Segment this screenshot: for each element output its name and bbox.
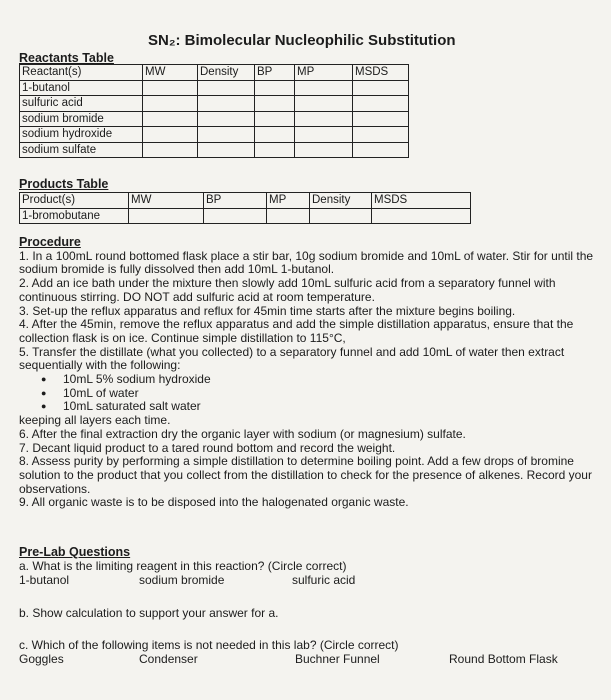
- column-header: MP: [267, 193, 310, 209]
- reactant-cell: 1-butanol: [20, 80, 143, 96]
- table-row: [20, 111, 409, 127]
- column-header: MW: [129, 193, 204, 209]
- table-header-row: [20, 193, 471, 209]
- column-header: MSDS: [372, 193, 471, 209]
- procedure-step: 9. All organic waste is to be disposed into the halogenated organic waste.: [19, 495, 409, 510]
- procedure-step: 4. After the 45min, remove the reflux apparatus and add the simple distillation apparatus, ensure that the collection flask is on ice. Continue simple distillation to 115°C,: [19, 317, 574, 345]
- procedure-step: 3. Set-up the reflux apparatus and reflux for 45min time starts after the mixture begins boiling.: [19, 303, 516, 318]
- procedure-step: 5. Transfer the distillate (what you collected) to a separatory funnel and add 10mL of water then extract sequentially with the following:: [19, 344, 565, 373]
- products-table: [19, 192, 471, 224]
- page-title: SN₂: Bimolecular Nucleophilic Substitution: [148, 32, 456, 49]
- table-row: [20, 127, 409, 143]
- option-goggles: Goggles: [19, 652, 64, 666]
- table-row: [20, 80, 409, 96]
- question-b: b. Show calculation to support your answer for a.: [19, 606, 279, 620]
- procedure-step: 1. In a 100mL round bottomed flask place a stir bar, 10g sodium bromide and 10mL of water. Stir for until the sodium bromide is fully dissolved then add 10mL 1-butanol.: [19, 248, 594, 277]
- column-header: MP: [295, 65, 353, 81]
- procedure-step: 2. Add an ice bath under the mixture then slowly add 10mL sulfuric acid from a separatory funnel with continuous stirring. DO NOT add sulfuric acid at room temperature.: [19, 276, 556, 304]
- list-item: ● 10mL 5% sodium hydroxide: [41, 373, 599, 387]
- reactants-table: [19, 64, 409, 158]
- reactant-cell: sodium hydroxide: [20, 127, 143, 143]
- reactant-cell: sulfuric acid: [20, 96, 143, 112]
- question-c: c. Which of the following items is not needed in this lab? (Circle correct): [19, 638, 399, 652]
- option-buchner-funnel: Buchner Funnel: [295, 652, 380, 666]
- column-header: BP: [255, 65, 295, 81]
- column-header: MSDS: [353, 65, 409, 81]
- column-header: Reactant(s): [20, 65, 143, 81]
- reactant-cell: sodium sulfate: [20, 142, 143, 158]
- list-item: ● 10mL saturated salt water: [41, 400, 599, 414]
- procedure-section: [19, 236, 599, 510]
- table-row: [20, 142, 409, 158]
- procedure-step: 6. After the final extraction dry the organic layer with sodium (or magnesium) sulfate.: [19, 426, 466, 441]
- column-header: Product(s): [20, 193, 129, 209]
- column-header: Density: [310, 193, 372, 209]
- procedure-heading: Procedure: [19, 235, 81, 249]
- question-a-options: [19, 573, 599, 588]
- table-row: [20, 208, 471, 224]
- option-sulfuric-acid: sulfuric acid: [292, 573, 356, 587]
- question-a: a. What is the limiting reagent in this reaction? (Circle correct): [19, 559, 347, 573]
- procedure-step: 7. Decant liquid product to a tared round bottom and record the weight.: [19, 440, 396, 455]
- option-sodium-bromide: sodium bromide: [139, 573, 225, 587]
- option-1-butanol: 1-butanol: [19, 573, 70, 587]
- column-header: MW: [143, 65, 198, 81]
- column-header: Density: [198, 65, 255, 81]
- list-item: ● 10mL of water: [41, 387, 599, 401]
- table-header-row: [20, 65, 409, 81]
- prelab-heading: Pre-Lab Questions: [19, 545, 131, 559]
- table-row: [20, 96, 409, 112]
- products-table-heading: Products Table: [19, 177, 109, 191]
- prelab-section: [19, 545, 599, 667]
- product-cell: 1-bromobutane: [20, 208, 129, 224]
- option-condenser: Condenser: [139, 652, 198, 666]
- procedure-step: 8. Assess purity by performing a simple distillation to determine boiling point. Add a few drops of bromine solution to the product that you collect from the distillation to check for the presence of alkenes. Record your observations.: [19, 454, 592, 496]
- question-c-options: [19, 652, 599, 667]
- column-header: BP: [204, 193, 267, 209]
- option-round-bottom-flask: Round Bottom Flask: [449, 652, 558, 666]
- reactant-cell: sodium bromide: [20, 111, 143, 127]
- extraction-list: [19, 373, 599, 414]
- reactants-table-heading: Reactants Table: [19, 51, 114, 65]
- procedure-note: keeping all layers each time.: [19, 413, 171, 428]
